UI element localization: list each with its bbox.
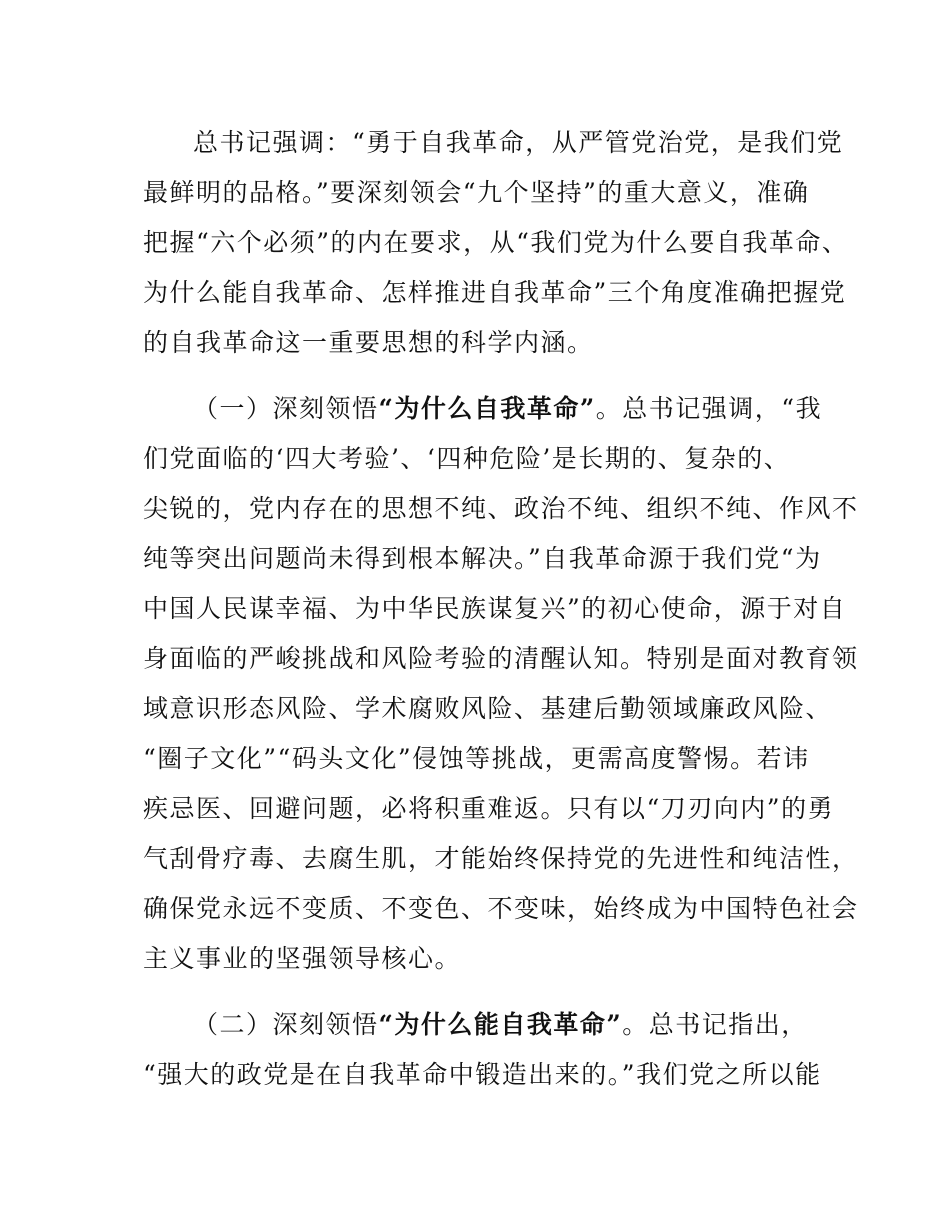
paragraph-2-line-2: 们党面临的‘四大考验’、‘四种危险’是长期的、复杂的、 <box>143 444 791 473</box>
paragraph-2-line-10: 气刮骨疗毒、去腐生肌，才能始终保持党的先进性和纯洁性， <box>143 844 859 873</box>
section-1-tail: 。总书记强调，“我 <box>595 394 823 423</box>
paragraph-1-line-4: 为什么能自我革命、怎样推进自我革命”三个角度准确把握党 <box>143 278 847 307</box>
section-1-heading-line <box>193 394 822 424</box>
paragraph-3-line-2: “强大的政党是在自我革命中锻造出来的。”我们党之所以能 <box>143 1060 822 1089</box>
paragraph-2-line-4: 纯等突出问题尚未得到根本解决。”自我革命源于我们党“为 <box>143 544 822 573</box>
section-1-lead: （一）深刻领悟 <box>193 394 379 423</box>
paragraph-2-line-12: 主义事业的坚强领导核心。 <box>143 944 462 973</box>
paragraph-1-line-2: 最鲜明的品格。”要深刻领会“九个坚持”的重大意义，准确 <box>143 178 810 207</box>
paragraph-2-line-8: “圈子文化”“码头文化”侵蚀等挑战，更需高度警惕。若讳 <box>143 744 810 773</box>
paragraph-1-line-1: 总书记强调：“勇于自我革命，从严管党治党，是我们党 <box>193 128 844 157</box>
paragraph-2-line-11: 确保党永远不变质、不变色、不变味，始终成为中国特色社会 <box>143 894 859 923</box>
section-2-heading-line <box>193 1010 808 1040</box>
paragraph-2-line-7: 域意识形态风险、学术腐败风险、基建后勤领域廉政风险、 <box>143 694 833 723</box>
paragraph-2-line-3: 尖锐的，党内存在的思想不纯、政治不纯、组织不纯、作风不 <box>143 494 859 523</box>
paragraph-1-line-3: 把握“六个必须”的内在要求，从“我们党为什么要自我革命、 <box>143 228 849 257</box>
section-2-lead: （二）深刻领悟 <box>193 1010 379 1039</box>
paragraph-1-line-5: 的自我革命这一重要思想的科学内涵。 <box>143 328 594 357</box>
section-2-bold-title: “为什么能自我革命” <box>378 1010 623 1039</box>
paragraph-2-line-6: 身面临的严峻挑战和风险考验的清醒认知。特别是面对教育领 <box>143 644 859 673</box>
section-2-tail: 。总书记指出， <box>622 1010 808 1039</box>
paragraph-2-line-9: 疾忌医、回避问题，必将积重难返。只有以“刀刃向内”的勇 <box>143 794 835 823</box>
paragraph-2-line-5: 中国人民谋幸福、为中华民族谋复兴”的初心使命，源于对自 <box>143 594 847 623</box>
section-1-bold-title: “为什么自我革命” <box>378 394 596 423</box>
